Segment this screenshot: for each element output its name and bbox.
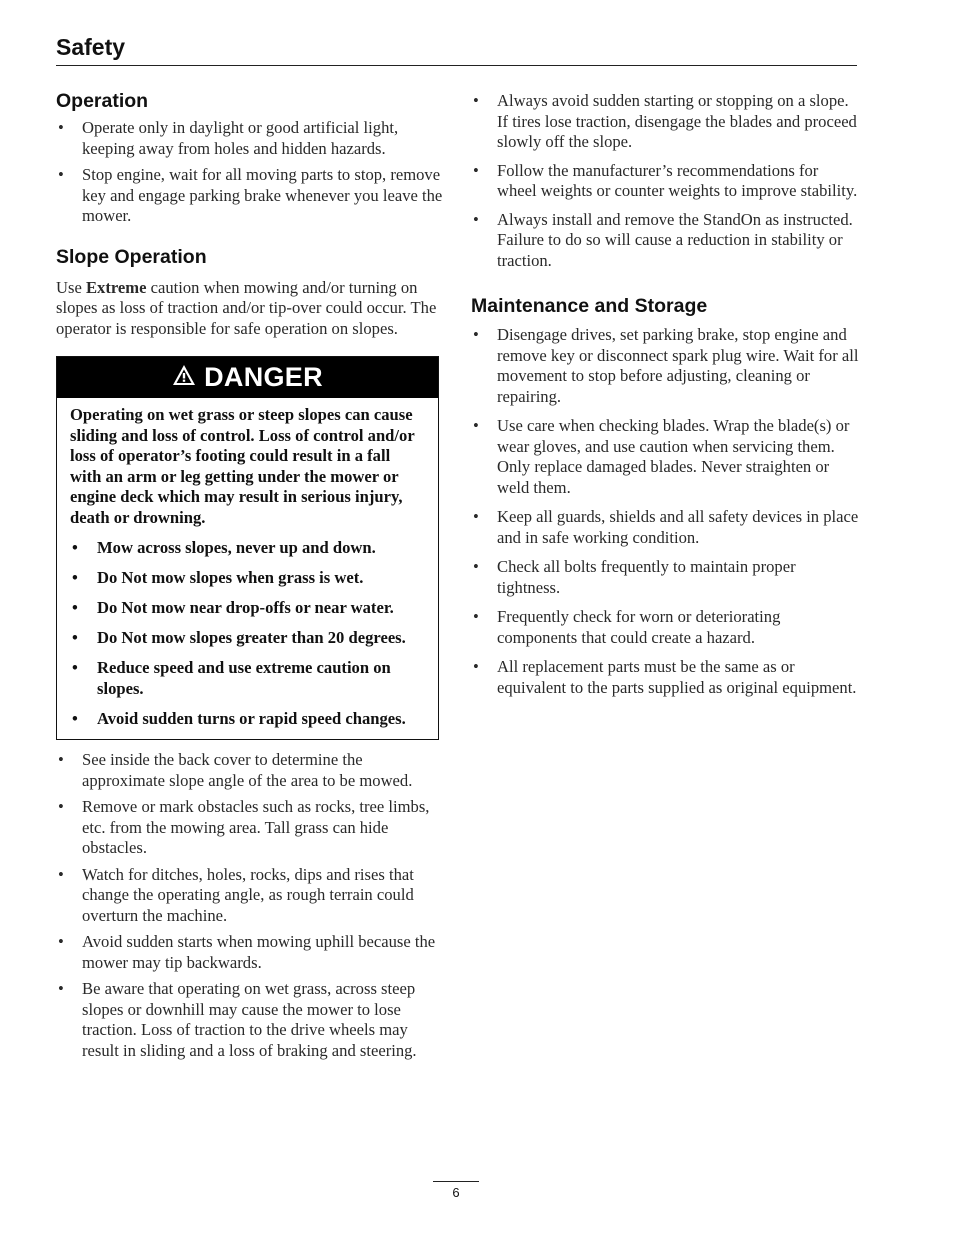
danger-text: Operating on wet grass or steep slopes can cause sliding and loss of control. Loss of control and/or loss of operator’s footing could result in a fall with an arm or leg getting under the mower or engine deck which may result in serious injury, death or drowning. — [70, 405, 415, 527]
list-item: • Always avoid sudden starting or stopping on a slope. If tires lose traction, disengage the blades and proceed slowly off the slope. — [473, 91, 857, 151]
footer-rule — [433, 1181, 479, 1182]
list-item: • Follow the manufacturer’s recommendations for wheel weights or counter weights to improve stability. — [473, 160, 858, 200]
slope-intro: Use Extreme caution when mowing and/or turning on slopes as loss of traction and/or tip-over could occur. The operator is responsible for safe operation on slopes. — [56, 277, 437, 338]
list-item: • Avoid sudden turns or rapid speed changes. — [72, 708, 406, 728]
emphasis-extreme: Extreme — [85, 277, 147, 297]
list-item: • Be aware that operating on wet grass, across steep slopes or downhill may cause the mower to lose traction. Loss of traction to the drive wheels may result in sliding and a loss of braking and steering. — [58, 979, 417, 1060]
list-item: • Check all bolts frequently to maintain proper tightness. — [473, 557, 796, 597]
warning-triangle-icon — [172, 364, 196, 391]
list-item: • All replacement parts must be the same as or equivalent to the parts supplied as original equipment. — [473, 657, 857, 697]
list-item: • Watch for ditches, holes, rocks, dips and rises that change the operating angle, as rough terrain could overturn the machine. — [58, 864, 414, 925]
danger-title: DANGER — [204, 362, 323, 392]
list-item: • Do Not mow slopes when grass is wet. — [72, 568, 364, 587]
page-header — [56, 32, 857, 66]
slope-list — [56, 750, 444, 1061]
danger-list — [70, 538, 425, 729]
left-column — [56, 88, 444, 1067]
list-item: • Do Not mow near drop-offs or near water. — [72, 598, 394, 617]
danger-body — [57, 398, 438, 739]
list-item: • Remove or mark obstacles such as rocks, tree limbs, etc. from the mowing area. Tall grass can hide obstacles. — [58, 797, 430, 857]
page-number: 6 — [452, 1185, 460, 1200]
list-item: • Operate only in daylight or good artificial light, keeping away from holes and hidden hazards. — [58, 118, 399, 158]
danger-box — [56, 356, 439, 740]
maintenance-heading: Maintenance and Storage — [471, 295, 708, 317]
list-item: • Avoid sudden starts when mowing uphill because the mower may tip backwards. — [58, 932, 436, 972]
maintenance-list — [471, 325, 861, 698]
list-item: • See inside the back cover to determine the approximate slope angle of the area to be mowed. — [58, 750, 413, 790]
list-item: • Frequently check for worn or deteriorating components that could create a hazard. — [473, 607, 781, 647]
slope-operation-heading: Slope Operation — [56, 245, 207, 268]
page-title: Safety — [56, 34, 126, 60]
danger-header — [57, 357, 438, 398]
list-item: • Use care when checking blades. Wrap the blade(s) or wear gloves, and use caution when servicing them. Only replace damaged blades. Never straighten or weld them. — [473, 416, 850, 497]
list-item: • Keep all guards, shields and all safety devices in place and in safe working condition. — [473, 507, 859, 547]
list-item: • Always install and remove the StandOn as instructed. Failure to do so will cause a reduction in stability or traction. — [473, 209, 853, 270]
list-item: • Mow across slopes, never up and down. — [72, 538, 376, 557]
right-column — [471, 91, 861, 704]
list-item: • Reduce speed and use extreme caution on slopes. — [72, 658, 391, 698]
list-item: • Disengage drives, set parking brake, stop engine and remove key or disconnect spark plug wire. Wait for all movement to stop before adjusting, cleaning or repairing. — [473, 325, 859, 406]
operation-list — [56, 118, 444, 227]
slope-continued-list — [471, 91, 861, 271]
list-item: • Do Not mow slopes greater than 20 degrees. — [72, 628, 406, 647]
list-item: • Stop engine, wait for all moving parts to stop, remove key and engage parking brake whenever you leave the mower. — [58, 165, 443, 225]
operation-heading: Operation — [56, 90, 149, 112]
